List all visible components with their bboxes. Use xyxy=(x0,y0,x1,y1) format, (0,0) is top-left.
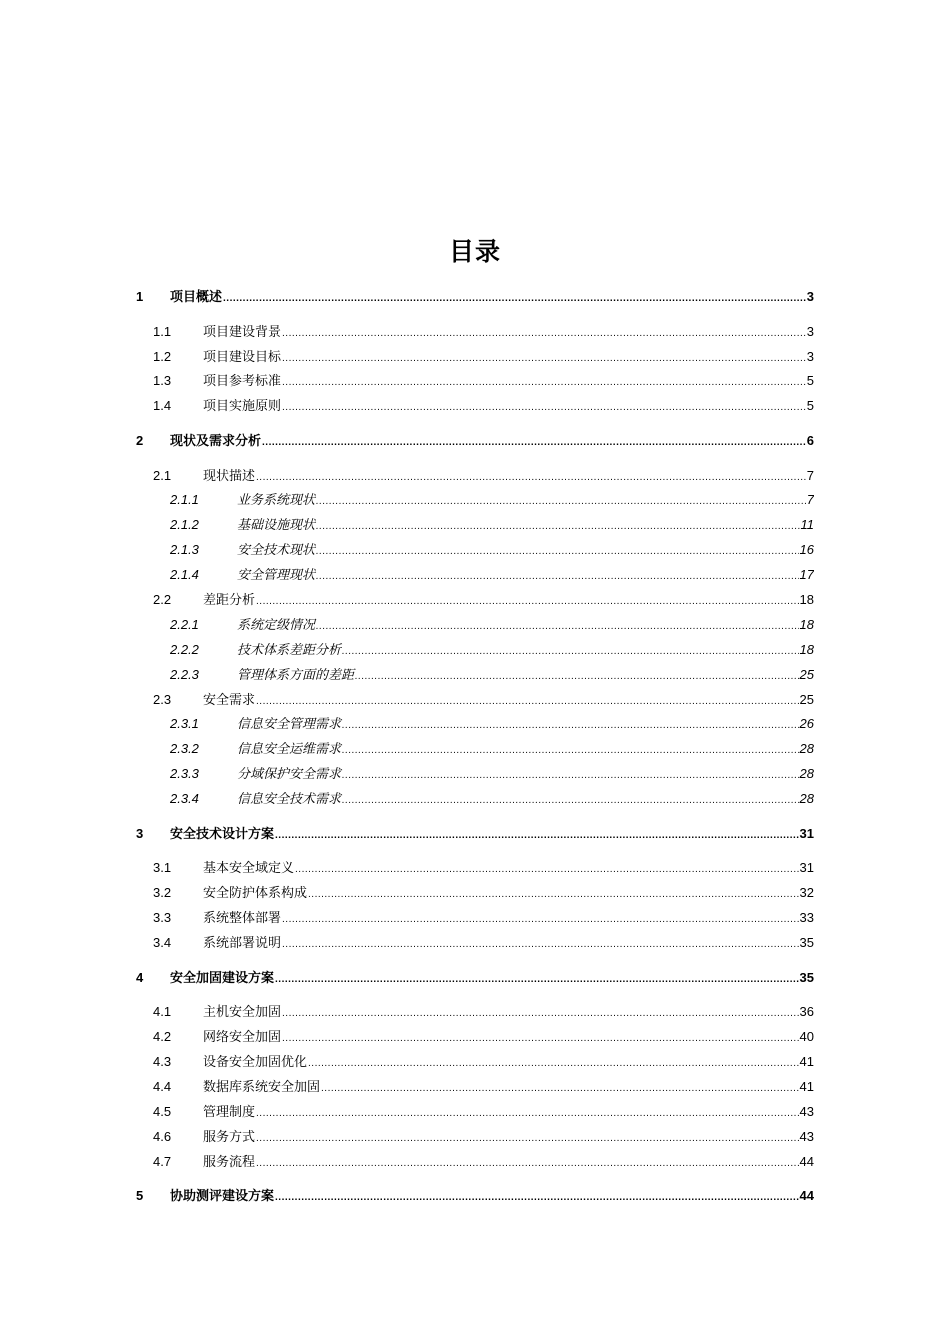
toc-entry-label[interactable]: 业务系统现状 xyxy=(237,493,316,508)
toc-entry-page-number: 26 xyxy=(799,716,814,731)
toc-entry[interactable] xyxy=(0,908,950,928)
toc-dot-leader xyxy=(275,1188,799,1208)
toc-entry-label[interactable]: 安全管理现状 xyxy=(237,568,316,583)
toc-entry[interactable] xyxy=(0,565,950,585)
toc-entry-page-number: 3 xyxy=(806,289,814,304)
toc-entry-page-number: 35 xyxy=(799,970,814,985)
toc-dot-leader xyxy=(275,826,799,846)
toc-entry-number: 2.2 xyxy=(153,592,172,607)
toc-entry-page-number: 7 xyxy=(806,492,814,507)
toc-dot-leader xyxy=(275,970,799,990)
toc-entry-number: 2.1.1 xyxy=(170,492,199,507)
toc-entry-label[interactable]: 安全防护体系构成 xyxy=(203,886,308,901)
toc-entry-page-number: 28 xyxy=(799,766,814,781)
toc-entry[interactable] xyxy=(0,1077,950,1097)
toc-entry[interactable] xyxy=(0,540,950,560)
toc-entry-page-number: 43 xyxy=(799,1104,814,1119)
toc-entry-page-number: 16 xyxy=(799,542,814,557)
toc-entry-page-number: 28 xyxy=(799,741,814,756)
toc-entry[interactable] xyxy=(0,883,950,903)
toc-dot-leader xyxy=(282,324,806,344)
toc-entry-number: 2 xyxy=(136,433,144,448)
toc-entry[interactable] xyxy=(0,968,950,988)
toc-entry-number: 2.1.2 xyxy=(170,517,199,532)
toc-entry[interactable] xyxy=(0,431,950,451)
toc-dot-leader xyxy=(282,373,806,393)
toc-entry[interactable] xyxy=(0,396,950,416)
toc-entry-page-number: 3 xyxy=(806,349,814,364)
toc-entry-number: 2.2.2 xyxy=(170,642,199,657)
toc-entry-number: 1 xyxy=(136,289,144,304)
toc-entry-page-number: 17 xyxy=(799,567,814,582)
toc-dot-leader xyxy=(256,692,799,712)
toc-entry-page-number: 31 xyxy=(799,860,814,875)
toc-entry-number: 3 xyxy=(136,826,144,841)
toc-dot-leader xyxy=(316,567,799,587)
toc-dot-leader xyxy=(316,542,799,562)
toc-entry[interactable] xyxy=(0,490,950,510)
toc-entry-number: 2.1.4 xyxy=(170,567,199,582)
toc-entry-page-number: 25 xyxy=(799,692,814,707)
toc-entry-page-number: 11 xyxy=(800,517,814,532)
toc-dot-leader xyxy=(282,349,806,369)
toc-entry[interactable] xyxy=(0,739,950,759)
toc-entry-page-number: 3 xyxy=(806,324,814,339)
toc-entry-number: 4.4 xyxy=(153,1079,172,1094)
toc-entry-label[interactable]: 系统整体部署 xyxy=(203,911,282,926)
toc-entry[interactable] xyxy=(0,789,950,809)
toc-entry-label[interactable]: 基础设施现状 xyxy=(237,518,316,533)
toc-entry-number: 2.3 xyxy=(153,692,172,707)
toc-entry-number: 2.3.1 xyxy=(170,716,199,731)
toc-entry[interactable] xyxy=(0,1052,950,1072)
toc-entry[interactable] xyxy=(0,858,950,878)
toc-entry-label[interactable]: 设备安全加固优化 xyxy=(203,1055,308,1070)
toc-dot-leader xyxy=(342,642,799,662)
toc-dot-leader xyxy=(321,1079,799,1099)
toc-entry[interactable] xyxy=(0,714,950,734)
toc-entry-page-number: 18 xyxy=(799,617,814,632)
toc-dot-leader xyxy=(342,766,799,786)
toc-dot-leader xyxy=(256,592,799,612)
toc-entry-number: 3.4 xyxy=(153,935,172,950)
toc-entry[interactable] xyxy=(0,1186,950,1206)
toc-entry[interactable] xyxy=(0,1027,950,1047)
toc-entry[interactable] xyxy=(0,764,950,784)
toc-dot-leader xyxy=(308,885,799,905)
toc-entry-label[interactable]: 服务流程 xyxy=(203,1155,256,1170)
toc-dot-leader xyxy=(262,433,806,453)
toc-dot-leader xyxy=(342,791,799,811)
toc-entry-label[interactable]: 信息安全技术需求 xyxy=(237,792,342,807)
toc-entry-label[interactable]: 分域保护安全需求 xyxy=(237,767,342,782)
toc-entry-page-number: 32 xyxy=(799,885,814,900)
toc-entry-page-number: 41 xyxy=(799,1079,814,1094)
toc-dot-leader xyxy=(316,517,799,537)
toc-entry-page-number: 33 xyxy=(799,910,814,925)
toc-entry-number: 3.2 xyxy=(153,885,172,900)
toc-entry[interactable] xyxy=(0,933,950,953)
toc-entry-page-number: 28 xyxy=(799,791,814,806)
toc-dot-leader xyxy=(308,1054,799,1074)
toc-entry-label[interactable]: 技术体系差距分析 xyxy=(237,643,342,658)
toc-entry-label[interactable]: 项目概述 xyxy=(170,290,223,305)
toc-entry[interactable] xyxy=(0,322,950,342)
toc-entry[interactable] xyxy=(0,347,950,367)
toc-entry-number: 2.3.3 xyxy=(170,766,199,781)
toc-dot-leader xyxy=(256,1129,799,1149)
toc-entry-page-number: 40 xyxy=(799,1029,814,1044)
toc-entry-page-number: 44 xyxy=(799,1188,814,1203)
toc-dot-leader xyxy=(282,1004,799,1024)
toc-entry-page-number: 43 xyxy=(799,1129,814,1144)
toc-entry-label[interactable]: 主机安全加固 xyxy=(203,1005,282,1020)
toc-entry[interactable] xyxy=(0,824,950,844)
toc-entry-number: 4.1 xyxy=(153,1004,172,1019)
toc-dot-leader xyxy=(256,468,806,488)
toc-entry-number: 4 xyxy=(136,970,144,985)
toc-entry-label[interactable]: 数据库系统安全加固 xyxy=(203,1080,321,1095)
toc-entry-label[interactable]: 项目建设目标 xyxy=(203,350,282,365)
toc-entry-label[interactable]: 项目实施原则 xyxy=(203,399,282,414)
toc-entry-label[interactable]: 管理制度 xyxy=(203,1105,256,1120)
toc-entry[interactable] xyxy=(0,690,950,710)
toc-entry-number: 3.1 xyxy=(153,860,172,875)
toc-entry-label[interactable]: 网络安全加固 xyxy=(203,1030,282,1045)
toc-entry-number: 4.6 xyxy=(153,1129,172,1144)
toc-dot-leader xyxy=(282,910,799,930)
toc-dot-leader xyxy=(223,289,806,309)
toc-entry-label[interactable]: 现状描述 xyxy=(203,469,256,484)
toc-entry[interactable] xyxy=(0,615,950,635)
toc-entry-page-number: 18 xyxy=(799,642,814,657)
toc-entry[interactable] xyxy=(0,1002,950,1022)
toc-entry-number: 2.3.4 xyxy=(170,791,199,806)
toc-dot-leader xyxy=(355,667,799,687)
toc-entry-page-number: 41 xyxy=(799,1054,814,1069)
toc-entry-number: 5 xyxy=(136,1188,144,1203)
toc-entry-number: 1.2 xyxy=(153,349,172,364)
toc-entry-label[interactable]: 项目建设背景 xyxy=(203,325,282,340)
toc-entry-page-number: 6 xyxy=(806,433,814,448)
toc-dot-leader xyxy=(316,492,806,512)
toc-entry-number: 1.1 xyxy=(153,324,172,339)
toc-entry[interactable] xyxy=(0,287,950,307)
toc-entry-label[interactable]: 系统定级情况 xyxy=(237,618,316,633)
toc-dot-leader xyxy=(256,1104,799,1124)
toc-entry[interactable] xyxy=(0,371,950,391)
toc-dot-leader xyxy=(282,935,799,955)
toc-entry[interactable] xyxy=(0,1102,950,1122)
toc-entry-label[interactable]: 服务方式 xyxy=(203,1130,256,1145)
toc-entry-label[interactable]: 信息安全运维需求 xyxy=(237,742,342,757)
toc-entry[interactable] xyxy=(0,515,950,535)
toc-entry-label[interactable]: 信息安全管理需求 xyxy=(237,717,342,732)
toc-entry-page-number: 25 xyxy=(799,667,814,682)
toc-entry-page-number: 44 xyxy=(799,1154,814,1169)
toc-entry-number: 3.3 xyxy=(153,910,172,925)
toc-entry[interactable] xyxy=(0,1152,950,1172)
toc-entry-number: 2.2.1 xyxy=(170,617,199,632)
toc-entry-label[interactable]: 安全技术现状 xyxy=(237,543,316,558)
toc-entry-number: 2.3.2 xyxy=(170,741,199,756)
toc-dot-leader xyxy=(282,1029,799,1049)
toc-entry[interactable] xyxy=(0,665,950,685)
toc-entry-number: 2.1.3 xyxy=(170,542,199,557)
toc-entry-page-number: 5 xyxy=(806,373,814,388)
toc-entry-page-number: 31 xyxy=(799,826,814,841)
toc-entry[interactable] xyxy=(0,466,950,486)
toc-entry-page-number: 18 xyxy=(799,592,814,607)
toc-entry-number: 1.3 xyxy=(153,373,172,388)
toc-entry[interactable] xyxy=(0,1127,950,1147)
toc-entry-label[interactable]: 安全需求 xyxy=(203,693,256,708)
toc-entry-page-number: 35 xyxy=(799,935,814,950)
toc-entry-label[interactable]: 安全加固建设方案 xyxy=(170,971,275,986)
toc-entry-number: 4.2 xyxy=(153,1029,172,1044)
toc-entry-number: 4.5 xyxy=(153,1104,172,1119)
toc-entry-number: 4.3 xyxy=(153,1054,172,1069)
toc-entry-label[interactable]: 基本安全域定义 xyxy=(203,861,295,876)
toc-entry[interactable] xyxy=(0,590,950,610)
toc-entry-number: 2.1 xyxy=(153,468,172,483)
toc-entry-label[interactable]: 差距分析 xyxy=(203,593,256,608)
toc-entry-number: 4.7 xyxy=(153,1154,172,1169)
toc-entry-page-number: 36 xyxy=(799,1004,814,1019)
toc-entry-label[interactable]: 管理体系方面的差距 xyxy=(237,668,355,683)
toc-entry-label[interactable]: 现状及需求分析 xyxy=(170,434,262,449)
toc-entry-label[interactable]: 项目参考标准 xyxy=(203,374,282,389)
toc-dot-leader xyxy=(295,860,799,880)
toc-entry-label[interactable]: 安全技术设计方案 xyxy=(170,827,275,842)
toc-entry[interactable] xyxy=(0,640,950,660)
toc-dot-leader xyxy=(342,741,799,761)
toc-entry-number: 2.2.3 xyxy=(170,667,199,682)
toc-entry-label[interactable]: 系统部署说明 xyxy=(203,936,282,951)
toc-entry-number: 1.4 xyxy=(153,398,172,413)
toc-dot-leader xyxy=(282,398,806,418)
toc-title: 目录 xyxy=(448,237,501,266)
toc-entry-label[interactable]: 协助测评建设方案 xyxy=(170,1189,275,1204)
toc-dot-leader xyxy=(316,617,799,637)
toc-dot-leader xyxy=(342,716,799,736)
toc-entry-page-number: 7 xyxy=(806,468,814,483)
toc-entry-page-number: 5 xyxy=(806,398,814,413)
toc-dot-leader xyxy=(256,1154,799,1174)
